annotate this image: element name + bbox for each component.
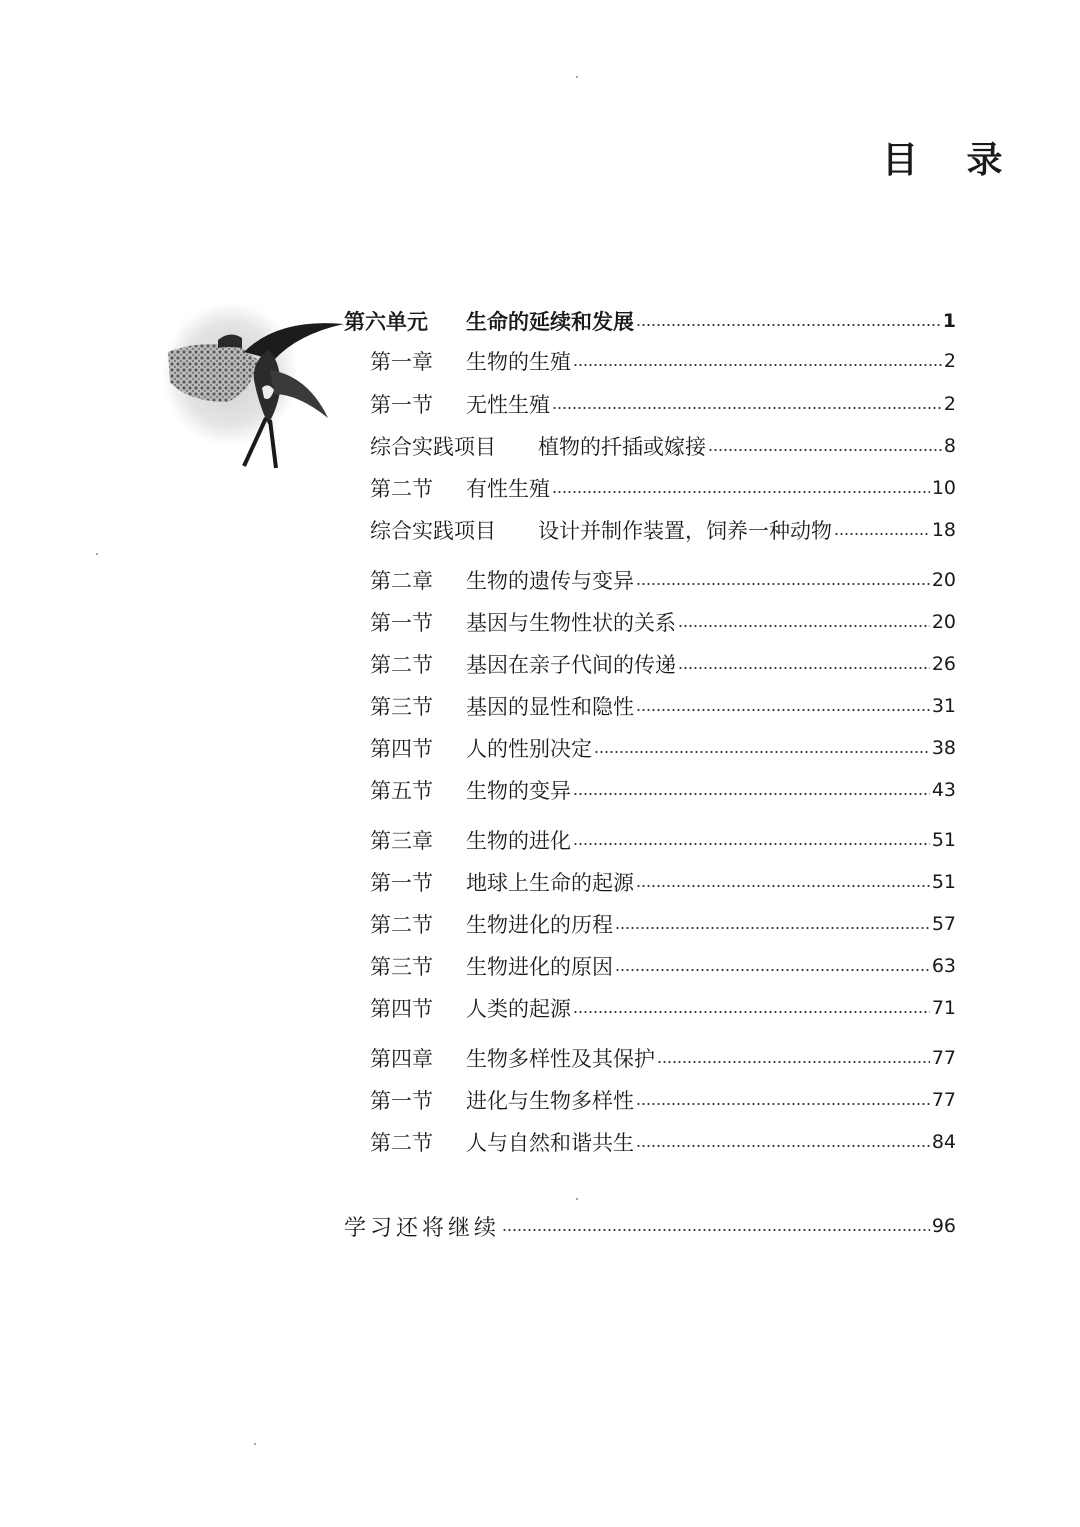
dot-leader [552, 407, 942, 409]
toc-num: 第一章 [370, 350, 433, 374]
toc-page-number: 26 [931, 653, 956, 675]
toc-final-section[interactable] [344, 1211, 956, 1241]
scan-speck [96, 553, 98, 555]
toc-title: 设计并制作装置，饲养一种动物 [538, 519, 832, 543]
toc-num: 第二节 [370, 653, 433, 677]
dot-leader [573, 1011, 930, 1013]
toc-title: 生物的遗传与变异 [466, 569, 634, 593]
dot-leader [573, 364, 942, 366]
toc-section[interactable] [370, 775, 956, 805]
dot-leader [708, 449, 942, 451]
toc-page-number: 38 [931, 737, 956, 759]
toc-section[interactable] [370, 1127, 956, 1157]
dot-leader [636, 1103, 930, 1105]
toc-title: 生物进化的历程 [466, 913, 613, 937]
toc-project[interactable] [370, 431, 956, 461]
toc-section[interactable] [370, 1085, 956, 1115]
dot-leader [573, 843, 930, 845]
dot-leader [615, 969, 930, 971]
toc-page-number: 18 [931, 519, 956, 541]
toc-title: 生物进化的原因 [466, 955, 613, 979]
toc-num: 第五节 [370, 779, 433, 803]
toc-title: 基因在亲子代间的传递 [466, 653, 676, 677]
toc-section[interactable] [370, 473, 956, 503]
toc-chapter-4[interactable] [370, 1043, 956, 1073]
toc-num: 第二节 [370, 913, 433, 937]
toc-page-number: 96 [931, 1215, 956, 1237]
toc-unit-num: 第六单元 [344, 310, 428, 334]
toc-section[interactable] [370, 691, 956, 721]
toc-num: 第四节 [370, 997, 433, 1021]
scan-speck [576, 76, 578, 78]
toc-chapter-3[interactable] [370, 825, 956, 855]
toc-chapter-2[interactable] [370, 565, 956, 595]
dot-leader [636, 583, 930, 585]
toc-page-number: 84 [931, 1131, 956, 1153]
dot-leader [573, 793, 930, 795]
toc-num: 综合实践项目 [370, 519, 496, 543]
toc-chapter-1[interactable] [370, 346, 956, 376]
toc-page-number: 10 [931, 477, 956, 499]
toc-section[interactable] [370, 607, 956, 637]
toc-project[interactable] [370, 515, 956, 545]
toc-title: 进化与生物多样性 [466, 1089, 634, 1113]
dot-leader [657, 1061, 930, 1063]
dot-leader [502, 1229, 930, 1231]
page-title: 目 录 [882, 140, 1021, 181]
toc-page-number: 8 [943, 435, 956, 457]
toc-page-number: 77 [931, 1089, 956, 1111]
toc-title: 生物的变异 [466, 779, 571, 803]
toc-num: 第三节 [370, 695, 433, 719]
toc-section[interactable] [370, 909, 956, 939]
toc-title: 学习还将继续 [344, 1215, 501, 1241]
toc-title: 生物的进化 [466, 829, 571, 853]
toc-section[interactable] [370, 867, 956, 897]
toc-section[interactable] [370, 951, 956, 981]
toc-page-number: 63 [931, 955, 956, 977]
dot-leader [636, 709, 930, 711]
toc-page-number: 31 [931, 695, 956, 717]
toc-title: 生物多样性及其保护 [466, 1047, 655, 1071]
toc-page-number: 2 [943, 350, 956, 372]
toc-num: 第二节 [370, 1131, 433, 1155]
toc-num: 第一节 [370, 1089, 433, 1113]
toc-unit-6[interactable] [344, 306, 956, 336]
toc-page-number: 43 [931, 779, 956, 801]
toc-title: 基因与生物性状的关系 [466, 611, 676, 635]
toc-page-number: 1 [942, 310, 956, 332]
toc-page-number: 2 [943, 393, 956, 415]
toc-num: 第一节 [370, 393, 433, 417]
dot-leader [678, 625, 930, 627]
toc-section[interactable] [370, 649, 956, 679]
dot-leader [636, 885, 930, 887]
toc-title: 基因的显性和隐性 [466, 695, 634, 719]
toc-num: 综合实践项目 [370, 435, 496, 459]
toc-title: 无性生殖 [466, 393, 550, 417]
scan-speck [254, 1443, 256, 1445]
toc-title: 人与自然和谐共生 [466, 1131, 634, 1155]
toc-page-number: 57 [931, 913, 956, 935]
toc-num: 第二章 [370, 569, 433, 593]
toc-page-number: 51 [931, 871, 956, 893]
toc-title: 人的性别决定 [466, 737, 592, 761]
toc-section[interactable] [370, 389, 956, 419]
dot-leader [636, 324, 941, 326]
toc-num: 第四节 [370, 737, 433, 761]
toc-section[interactable] [370, 993, 956, 1023]
toc-page-number: 20 [931, 569, 956, 591]
toc-num: 第二节 [370, 477, 433, 501]
toc-num: 第一节 [370, 871, 433, 895]
dot-leader [594, 751, 930, 753]
toc-section[interactable] [370, 733, 956, 763]
dot-leader [834, 533, 930, 535]
toc-title: 地球上生命的起源 [466, 871, 634, 895]
toc-title: 生物的生殖 [466, 350, 571, 374]
toc-page-number: 77 [931, 1047, 956, 1069]
toc-num: 第三章 [370, 829, 433, 853]
toc-page-number: 20 [931, 611, 956, 633]
toc-title: 有性生殖 [466, 477, 550, 501]
toc-page-number: 51 [931, 829, 956, 851]
toc-title: 植物的扦插或嫁接 [538, 435, 706, 459]
dot-leader [552, 491, 930, 493]
dot-leader [615, 927, 930, 929]
dot-leader [636, 1145, 930, 1147]
scan-speck [576, 1198, 578, 1200]
dot-leader [678, 667, 930, 669]
toc-num: 第三节 [370, 955, 433, 979]
toc-num: 第四章 [370, 1047, 433, 1071]
toc-page-number: 71 [931, 997, 956, 1019]
toc-title: 人类的起源 [466, 997, 571, 1021]
toc-unit-title: 生命的延续和发展 [466, 310, 634, 334]
toc-num: 第一节 [370, 611, 433, 635]
